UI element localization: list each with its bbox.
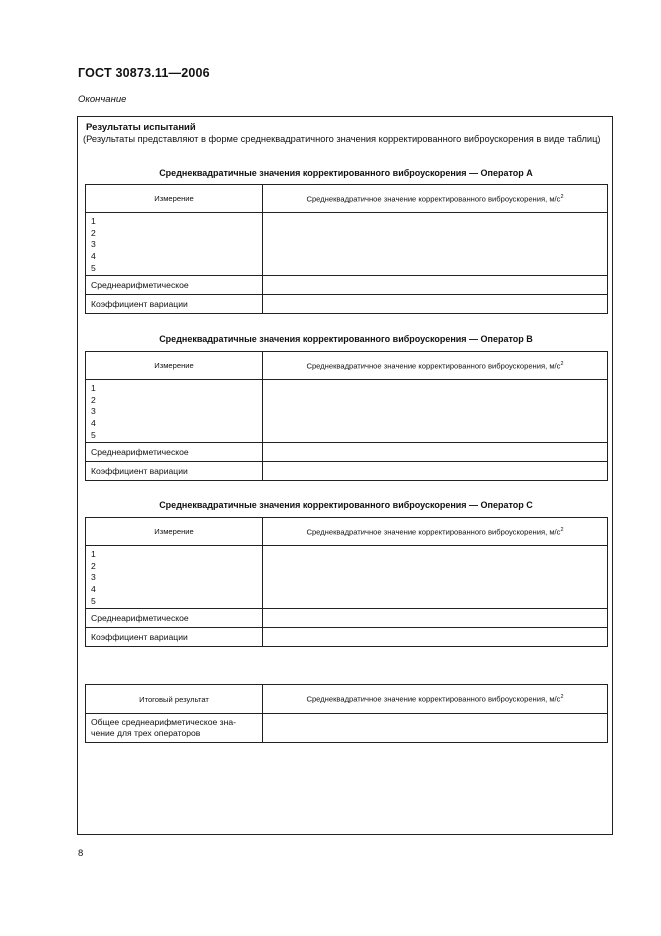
cv-label: Коэффициент вариации (86, 461, 263, 480)
cv-value-cell (263, 461, 608, 480)
measurement-3: 3 (91, 572, 96, 583)
measurement-5: 5 (91, 595, 96, 606)
measurement-4: 4 (91, 418, 96, 429)
measurement-1: 1 (91, 549, 96, 559)
column-header-rms: Среднеквадратичное значение корректированного виброускорения, $м/с^2$ (263, 185, 608, 213)
page-number: 8 (78, 848, 84, 859)
cv-value-cell (263, 294, 608, 313)
overall-mean-label (86, 714, 263, 743)
measurement-5: 5 (91, 262, 96, 273)
column-header-measurement: Измерение (86, 185, 263, 213)
measurement-2: 2 (91, 560, 96, 571)
column-header-rms: Среднеквадратичное значение корректированного виброускорения, $м/с^2$ (263, 518, 608, 546)
measurement-2: 2 (91, 394, 96, 405)
table-caption-operator-c: Среднеквадратичные значения корректированного виброускорения — Оператор С (159, 500, 533, 510)
column-header-rms: Среднеквадратичное значение корректированного виброускорения, $м/с^2$ (263, 685, 608, 714)
measurement-values-cell (263, 213, 608, 276)
table-operator-b (85, 351, 608, 481)
measurement-5: 5 (91, 429, 96, 440)
column-header-measurement: Измерение (86, 518, 263, 546)
column-header-rms: Среднеквадратичное значение корректированного виброускорения, $м/с^2$ (263, 352, 608, 380)
measurement-values-cell (263, 380, 608, 443)
cv-value-cell (263, 627, 608, 646)
document-header: ГОСТ 30873.11—2006 (78, 66, 210, 80)
mean-label: Среднеарифметическое (86, 608, 263, 627)
continuation-label: Окончание (78, 94, 127, 105)
overall-mean-value-cell (263, 714, 608, 743)
measurement-1: 1 (91, 216, 96, 226)
overall-mean-label-line1: Общее среднеарифметическое зна- (91, 717, 236, 727)
table-operator-c (85, 517, 608, 647)
measurement-4: 4 (91, 584, 96, 595)
overall-mean-label-line2: чение для трех операторов (91, 728, 201, 738)
measurement-2: 2 (91, 227, 96, 238)
final-result-table (85, 684, 608, 743)
measurement-numbers (86, 213, 263, 276)
table-caption-operator-a: Среднеквадратичные значения корректированного виброускорения — Оператор А (159, 168, 533, 178)
table-operator-a (85, 184, 608, 314)
results-title: Результаты испытаний (86, 122, 196, 133)
measurement-numbers (86, 546, 263, 609)
cv-label: Коэффициент вариации (86, 627, 263, 646)
results-frame (77, 116, 613, 835)
measurement-values-cell (263, 546, 608, 609)
measurement-4: 4 (91, 251, 96, 262)
mean-label: Среднеарифметическое (86, 275, 263, 294)
table-caption-operator-b: Среднеквадратичные значения корректированного виброускорения — Оператор В (159, 334, 533, 344)
column-header-measurement: Измерение (86, 352, 263, 380)
measurement-1: 1 (91, 383, 96, 393)
column-header-final-result: Итоговый результат (86, 685, 263, 714)
mean-value-cell (263, 608, 608, 627)
mean-value-cell (263, 275, 608, 294)
mean-label: Среднеарифметическое (86, 442, 263, 461)
cv-label: Коэффициент вариации (86, 294, 263, 313)
results-note: (Результаты представляют в форме среднеквадратичного значения корректированного виброускорения в виде таблиц) (83, 134, 601, 144)
measurement-3: 3 (91, 406, 96, 417)
measurement-3: 3 (91, 239, 96, 250)
mean-value-cell (263, 442, 608, 461)
measurement-numbers (86, 380, 263, 443)
